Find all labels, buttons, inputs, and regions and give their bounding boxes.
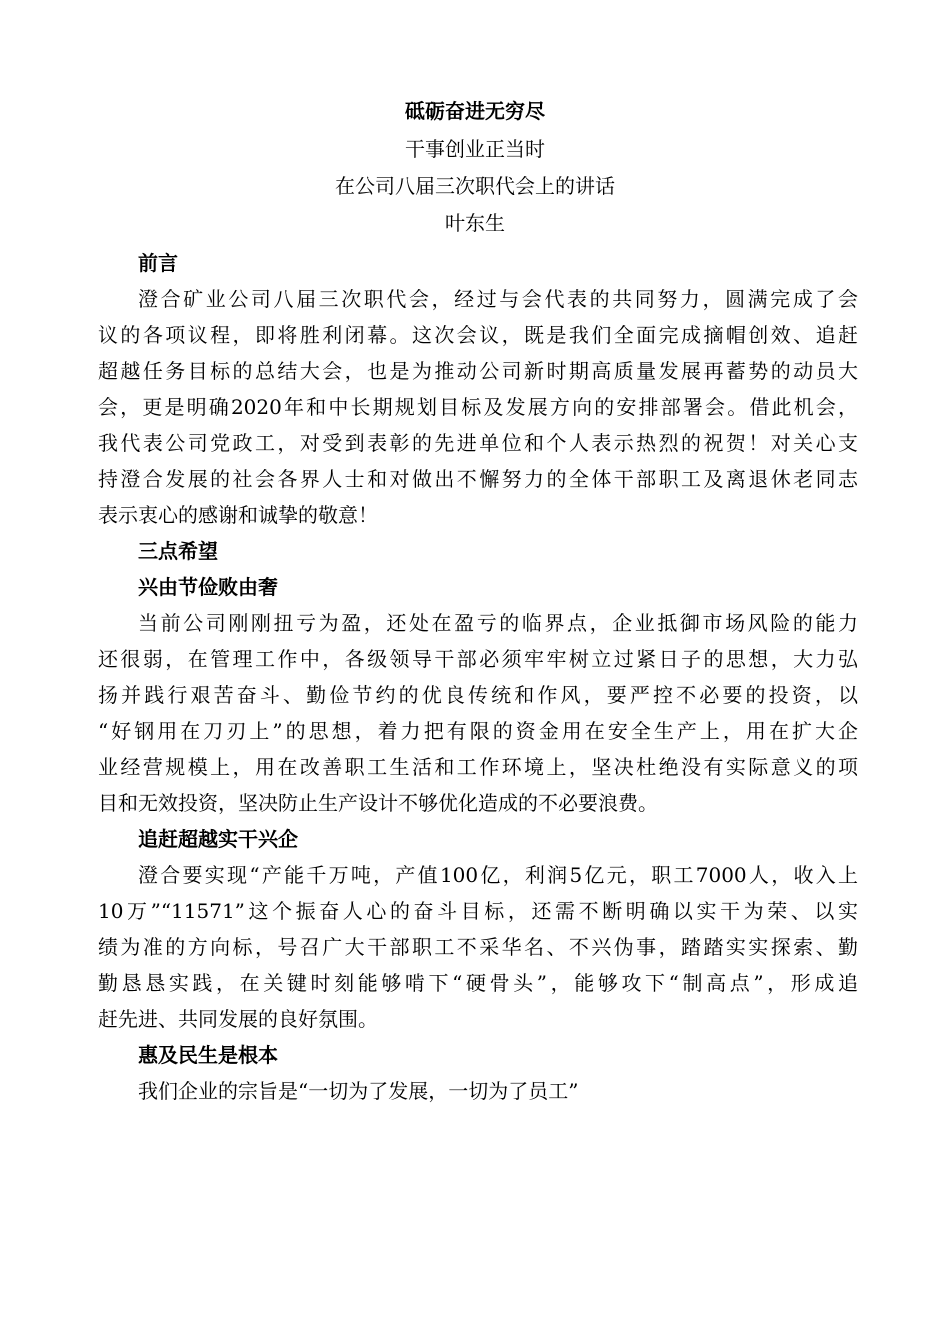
section-heading-catch-up: 追赶超越实干兴企: [138, 827, 298, 851]
document-subtitle: 干事创业正当时: [405, 137, 545, 161]
speech-occasion: 在公司八届三次职代会上的讲话: [335, 174, 615, 198]
paragraph-line: 我代表公司党政工，对受到表彰的先进单位和个人表示热烈的祝贺！对关心支: [98, 431, 858, 455]
preface-paragraph: [98, 281, 858, 533]
section-heading-preface: 前言: [138, 251, 178, 275]
paragraph-line: 超越任务目标的总结大会，也是为推动公司新时期高质量发展再蓄势的动员大: [98, 359, 858, 383]
livelihood-paragraph: [98, 1073, 858, 1109]
paragraph-line: “好钢用在刀刃上”的思想，着力把有限的资金用在安全生产上，用在扩大企: [98, 719, 858, 743]
paragraph-line: 我们企业的宗旨是“一切为了发展，一切为了员工”: [138, 1079, 579, 1103]
document-body: [98, 245, 858, 1109]
paragraph-line: 勤恳恳实践，在关键时刻能够啃下“硬骨头”，能够攻下“制高点”，形成追: [98, 971, 858, 995]
paragraph-line: 当前公司刚刚扭亏为盈，还处在盈亏的临界点，企业抵御市场风险的能力: [138, 611, 858, 635]
paragraph-line: 持澄合发展的社会各界人士和对做出不懈努力的全体干部职工及离退休老同志: [98, 467, 858, 491]
paragraph-line: 议的各项议程，即将胜利闭幕。这次会议，既是我们全面完成摘帽创效、追赶: [98, 323, 858, 347]
author-name: 叶东生: [445, 211, 505, 235]
paragraph-line: 还很弱，在管理工作中，各级领导干部必须牢牢树立过紧日子的思想，大力弘: [98, 647, 858, 671]
paragraph-line: 目和无效投资，坚决防止生产设计不够优化造成的不必要浪费。: [98, 791, 658, 815]
paragraph-line: 10万”“11571”这个振奋人心的奋斗目标，还需不断明确以实干为荣、以实: [98, 899, 858, 923]
section-heading-thrift: 兴由节俭败由奢: [138, 575, 278, 599]
paragraph-line: 业经营规模上，用在改善职工生活和工作环境上，坚决杜绝没有实际意义的项: [98, 755, 858, 779]
paragraph-line: 扬并践行艰苦奋斗、勤俭节约的优良传统和作风，要严控不必要的投资，以: [98, 683, 858, 707]
paragraph-line: 表示衷心的感谢和诚挚的敬意！: [98, 503, 378, 527]
section-heading-hopes: 三点希望: [138, 539, 218, 563]
thrift-paragraph: [98, 605, 858, 821]
document-title: 砥砺奋进无穷尽: [405, 99, 545, 123]
paragraph-line: 澄合要实现“产能千万吨，产值100亿，利润5亿元，职工7000人，收入上: [138, 863, 858, 887]
paragraph-line: 绩为准的方向标，号召广大干部职工不采华名、不兴伪事，踏踏实实探索、勤: [98, 935, 858, 959]
paragraph-line: 赶先进、共同发展的良好氛围。: [98, 1007, 378, 1031]
section-heading-livelihood: 惠及民生是根本: [138, 1043, 278, 1067]
paragraph-line: 澄合矿业公司八届三次职代会，经过与会代表的共同努力，圆满完成了会: [138, 287, 858, 311]
paragraph-line: 会，更是明确2020年和中长期规划目标及发展方向的安排部署会。借此机会，: [98, 395, 858, 419]
catch-up-paragraph: [98, 857, 858, 1037]
